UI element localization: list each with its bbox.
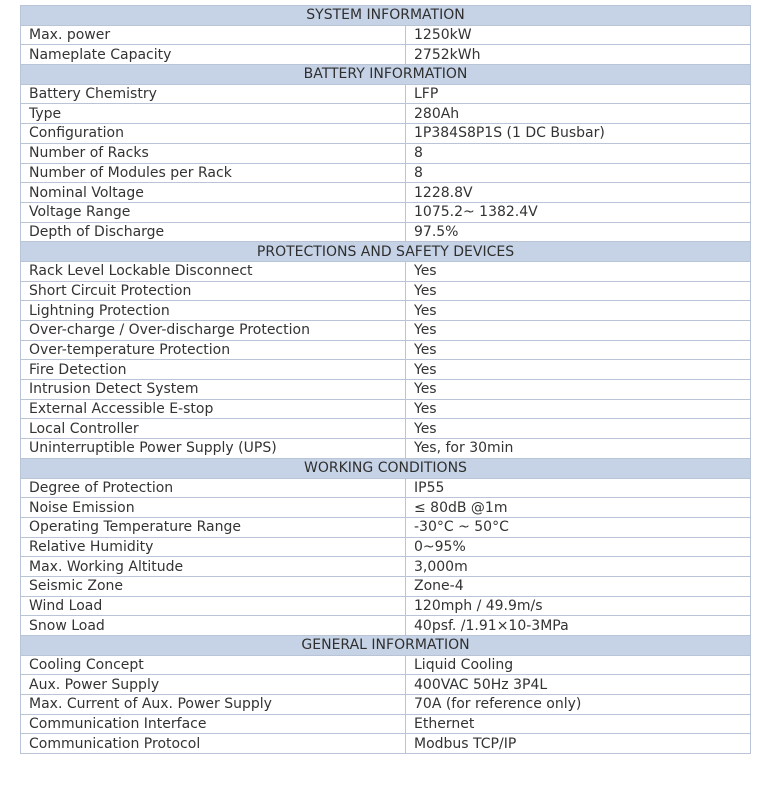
spec-value: 8 bbox=[406, 143, 751, 163]
spec-value: 0~95% bbox=[406, 537, 751, 557]
table-row bbox=[21, 695, 751, 715]
table-row bbox=[21, 655, 751, 675]
section-header-row bbox=[21, 6, 751, 26]
section-title: PROTECTIONS AND SAFETY DEVICES bbox=[21, 242, 751, 262]
spec-label: Max. power bbox=[21, 25, 406, 45]
spec-label: Over-charge / Over-discharge Protection bbox=[21, 321, 406, 341]
spec-label: Fire Detection bbox=[21, 360, 406, 380]
table-row bbox=[21, 340, 751, 360]
table-row bbox=[21, 321, 751, 341]
table-row bbox=[21, 183, 751, 203]
spec-label: Wind Load bbox=[21, 596, 406, 616]
section-title: SYSTEM INFORMATION bbox=[21, 6, 751, 26]
spec-value: Yes bbox=[406, 399, 751, 419]
spec-label: Uninterruptible Power Supply (UPS) bbox=[21, 439, 406, 459]
table-row bbox=[21, 399, 751, 419]
spec-value: 1228.8V bbox=[406, 183, 751, 203]
table-row bbox=[21, 45, 751, 65]
spec-value: Yes bbox=[406, 301, 751, 321]
table-row bbox=[21, 557, 751, 577]
spec-value: Yes bbox=[406, 419, 751, 439]
table-row bbox=[21, 143, 751, 163]
spec-label: Noise Emission bbox=[21, 498, 406, 518]
spec-label: Relative Humidity bbox=[21, 537, 406, 557]
table-row bbox=[21, 281, 751, 301]
spec-value: 2752kWh bbox=[406, 45, 751, 65]
spec-value: Modbus TCP/IP bbox=[406, 734, 751, 754]
section-title: BATTERY INFORMATION bbox=[21, 65, 751, 85]
spec-value: Yes bbox=[406, 380, 751, 400]
spec-label: Configuration bbox=[21, 124, 406, 144]
spec-label: Voltage Range bbox=[21, 202, 406, 222]
table-row bbox=[21, 301, 751, 321]
spec-label: Rack Level Lockable Disconnect bbox=[21, 261, 406, 281]
spec-value: Yes bbox=[406, 281, 751, 301]
spec-label: Max. Current of Aux. Power Supply bbox=[21, 695, 406, 715]
spec-value: Yes bbox=[406, 261, 751, 281]
table-row bbox=[21, 439, 751, 459]
table-row bbox=[21, 261, 751, 281]
spec-label: Cooling Concept bbox=[21, 655, 406, 675]
spec-label: Lightning Protection bbox=[21, 301, 406, 321]
spec-value: 8 bbox=[406, 163, 751, 183]
section-title: WORKING CONDITIONS bbox=[21, 458, 751, 478]
spec-value: -30°C ~ 50°C bbox=[406, 517, 751, 537]
spec-value: IP55 bbox=[406, 478, 751, 498]
table-row bbox=[21, 734, 751, 754]
spec-label: Seismic Zone bbox=[21, 576, 406, 596]
table-row bbox=[21, 576, 751, 596]
spec-value: ≤ 80dB @1m bbox=[406, 498, 751, 518]
spec-label: Battery Chemistry bbox=[21, 84, 406, 104]
table-row bbox=[21, 84, 751, 104]
specification-table bbox=[20, 5, 751, 754]
spec-value: Liquid Cooling bbox=[406, 655, 751, 675]
spec-value: Yes bbox=[406, 360, 751, 380]
table-row bbox=[21, 380, 751, 400]
table-row bbox=[21, 124, 751, 144]
section-header-row bbox=[21, 636, 751, 656]
spec-label: Number of Modules per Rack bbox=[21, 163, 406, 183]
spec-value: Ethernet bbox=[406, 714, 751, 734]
table-row bbox=[21, 163, 751, 183]
spec-label: Nameplate Capacity bbox=[21, 45, 406, 65]
spec-value: 1075.2~ 1382.4V bbox=[406, 202, 751, 222]
section-header-row bbox=[21, 242, 751, 262]
table-row bbox=[21, 714, 751, 734]
spec-value: Yes, for 30min bbox=[406, 439, 751, 459]
table-row bbox=[21, 222, 751, 242]
spec-label: Degree of Protection bbox=[21, 478, 406, 498]
section-header-row bbox=[21, 65, 751, 85]
table-row bbox=[21, 616, 751, 636]
spec-value: Yes bbox=[406, 321, 751, 341]
table-row bbox=[21, 537, 751, 557]
spec-label: Nominal Voltage bbox=[21, 183, 406, 203]
spec-value: 400VAC 50Hz 3P4L bbox=[406, 675, 751, 695]
spec-label: Short Circuit Protection bbox=[21, 281, 406, 301]
table-row bbox=[21, 419, 751, 439]
spec-label: Max. Working Altitude bbox=[21, 557, 406, 577]
section-header-row bbox=[21, 458, 751, 478]
table-row bbox=[21, 104, 751, 124]
spec-label: Intrusion Detect System bbox=[21, 380, 406, 400]
section-title: GENERAL INFORMATION bbox=[21, 636, 751, 656]
spec-label: Operating Temperature Range bbox=[21, 517, 406, 537]
table-row bbox=[21, 596, 751, 616]
table-row bbox=[21, 498, 751, 518]
spec-value: Zone-4 bbox=[406, 576, 751, 596]
spec-label: Over-temperature Protection bbox=[21, 340, 406, 360]
table-row bbox=[21, 675, 751, 695]
spec-label: Local Controller bbox=[21, 419, 406, 439]
table-row bbox=[21, 478, 751, 498]
spec-value: 70A (for reference only) bbox=[406, 695, 751, 715]
spec-value: 1250kW bbox=[406, 25, 751, 45]
spec-value: Yes bbox=[406, 340, 751, 360]
spec-label: Depth of Discharge bbox=[21, 222, 406, 242]
spec-value: 1P384S8P1S (1 DC Busbar) bbox=[406, 124, 751, 144]
spec-label: Snow Load bbox=[21, 616, 406, 636]
spec-label: Number of Racks bbox=[21, 143, 406, 163]
table-row bbox=[21, 202, 751, 222]
table-row bbox=[21, 517, 751, 537]
spec-label: Aux. Power Supply bbox=[21, 675, 406, 695]
spec-value: 97.5% bbox=[406, 222, 751, 242]
table-row bbox=[21, 360, 751, 380]
spec-label: External Accessible E-stop bbox=[21, 399, 406, 419]
spec-label: Communication Interface bbox=[21, 714, 406, 734]
specification-table-body bbox=[21, 6, 751, 754]
spec-label: Communication Protocol bbox=[21, 734, 406, 754]
table-row bbox=[21, 25, 751, 45]
spec-value: LFP bbox=[406, 84, 751, 104]
spec-value: 40psf. /1.91×10-3MPa bbox=[406, 616, 751, 636]
spec-value: 120mph / 49.9m/s bbox=[406, 596, 751, 616]
spec-value: 280Ah bbox=[406, 104, 751, 124]
spec-value: 3,000m bbox=[406, 557, 751, 577]
spec-label: Type bbox=[21, 104, 406, 124]
